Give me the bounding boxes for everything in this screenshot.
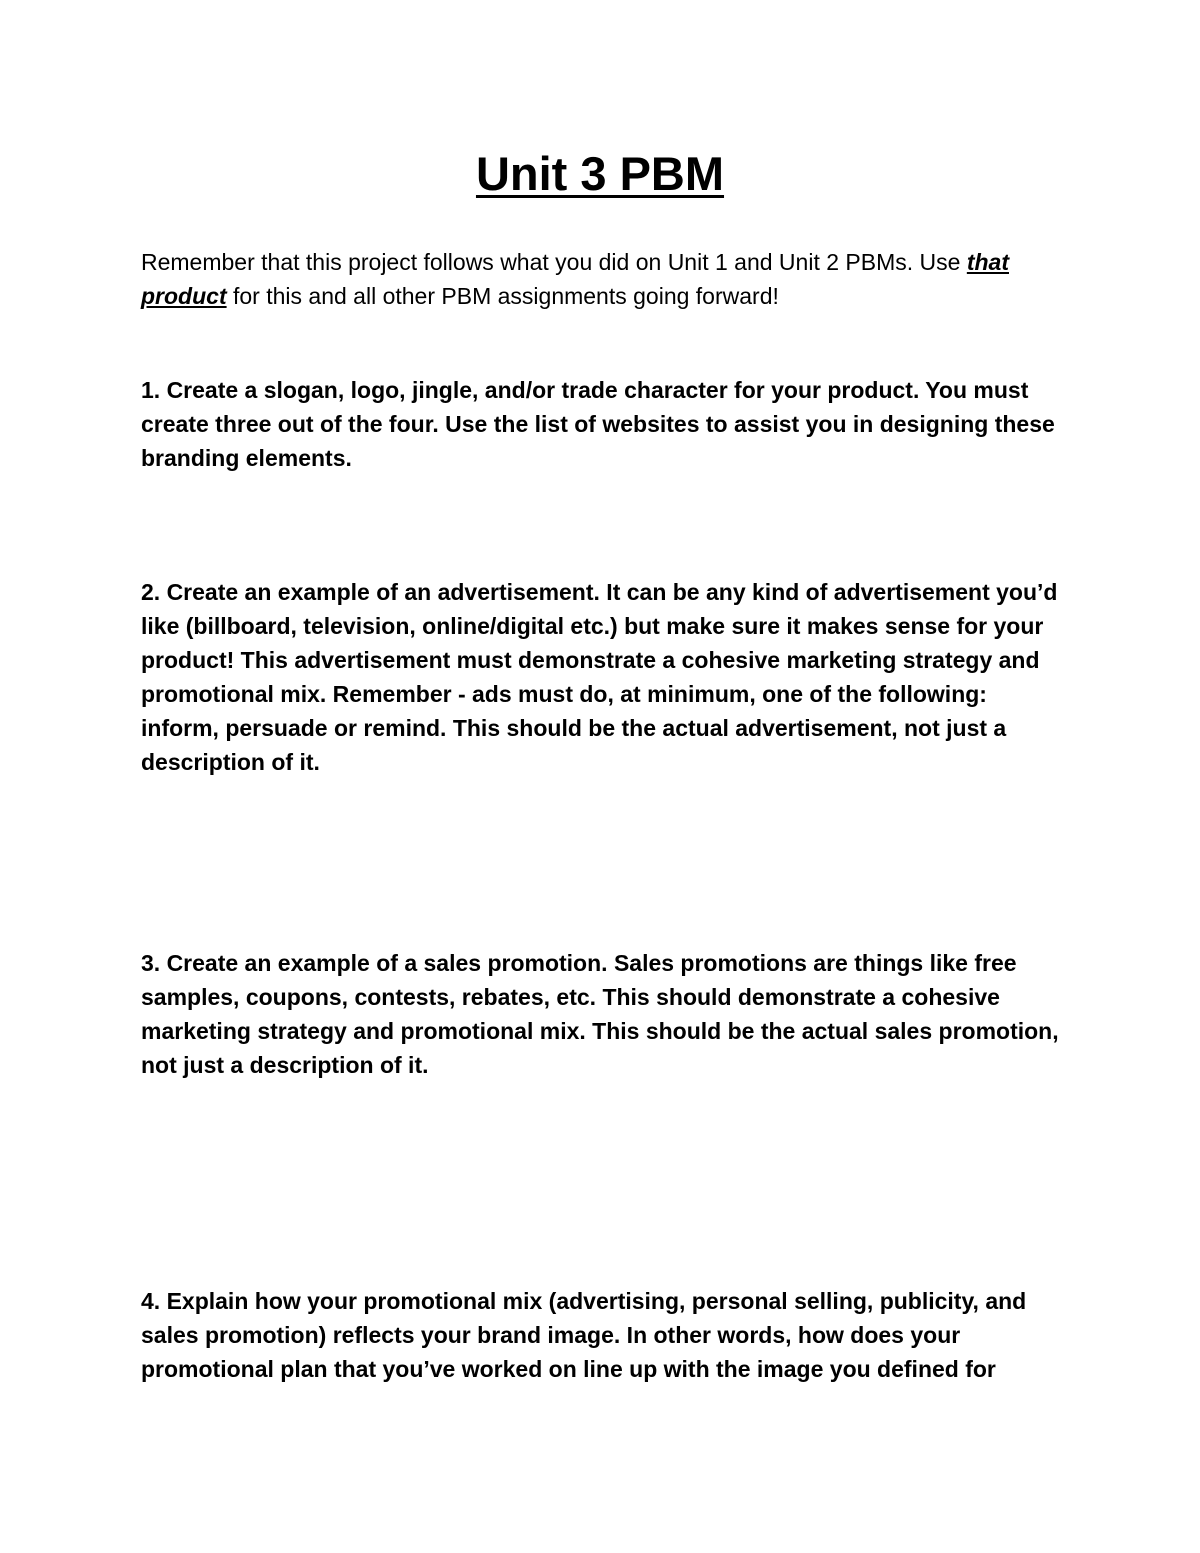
assignment-item-3: 3. Create an example of a sales promotion. Sales promotions are things like free samples, coupons, contests, rebates, etc. This should demonstrate a cohesive marketing strategy and promotional mix. This should be the actual sales promotion, not just a description of it.	[141, 950, 1059, 1078]
intro-text-after: for this and all other PBM assignments going forward!	[226, 283, 779, 309]
intro-paragraph	[141, 245, 1061, 313]
assignment-item-4: 4. Explain how your promotional mix (advertising, personal selling, publicity, and sales promotion) reflects your brand image. In other words, how does your promotional plan that you’ve worked on line up with the image you defined for	[141, 1288, 1027, 1382]
page-title: Unit 3 PBM	[475, 147, 725, 200]
intro-text-before: Remember that this project follows what you did on Unit 1 and Unit 2 PBMs. Use	[141, 249, 967, 275]
assignment-item-2: 2. Create an example of an advertisement. It can be any kind of advertisement you’d like (billboard, television, online/digital etc.) but make sure it makes sense for your product! This advertisement must demonstrate a cohesive marketing strategy and promotional mix. Remember - ads must do, at minimum, one of the following: inform, persuade or remind. This should be the actual advertisement, not just a description of it.	[141, 579, 1058, 775]
intro-emphasis: that product	[141, 249, 1009, 309]
assignment-item-1: 1. Create a slogan, logo, jingle, and/or trade character for your product. You must create three out of the four. Use the list of websites to assist you in designing these branding elements.	[141, 377, 1055, 471]
